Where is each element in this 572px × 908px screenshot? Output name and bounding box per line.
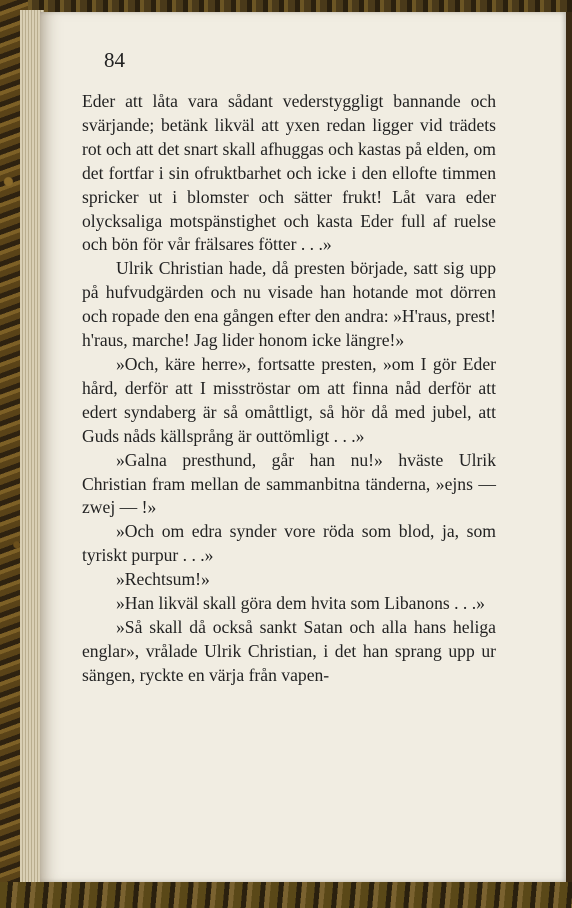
paragraph-8: »Så skall då också sankt Satan och alla hans heliga englar», vrålade Ulrik Christian, i det han sprang upp ur sängen, ryckte en värja från vapen- [82, 616, 496, 685]
paragraph-3: »Och, käre herre», fortsatte presten, »om I gör Eder hård, derför att I misströstar om att finna nåd derför att edert syndaberg är så omåttligt, så hör då med jubel, att Guds nåds källsprång är outtömligt . . .» [82, 353, 496, 446]
paragraph-6: »Rechtsum!» [116, 569, 210, 590]
paragraph-1: Eder att låta vara sådant vederstyggligt bannande och svärjande; betänk likväl att yxen redan ligger vid trädets rot och att det snart skall afhuggas och kastas på elden, om det fortfar i sin ofruktbarhet och icke i den ellofte timmen spricker ut i blomster och sätter frukt! Låt vara eder olycksaliga motspänstighet och kasta Eder full af ruelse och bön för vår frälsares fötter . . .» [82, 91, 496, 255]
paragraph-5: »Och om edra synder vore röda som blod, ja, som tyriskt purpur . . .» [82, 521, 496, 566]
paragraph-2: Ulrik Christian hade, då presten började, satt sig upp på hufvudgärden och nu visade han hotande mot dörren och ropade den ena gången efter den andra: »H'raus, prest! h'raus, marche! Jag lider honom icke längre!» [82, 258, 496, 351]
book-cover-bottom [0, 882, 572, 908]
paragraph-4: »Galna presthund, går han nu!» hväste Ulrik Christian fram mellan de sammanbitna tänderna, »ejns — zwej — !» [82, 449, 496, 518]
page-number: 84 [104, 48, 125, 72]
book-cover-top [0, 0, 572, 12]
paragraph-7: »Han likväl skall göra dem hvita som Libanons . . .» [116, 593, 485, 614]
page-text [82, 90, 496, 688]
